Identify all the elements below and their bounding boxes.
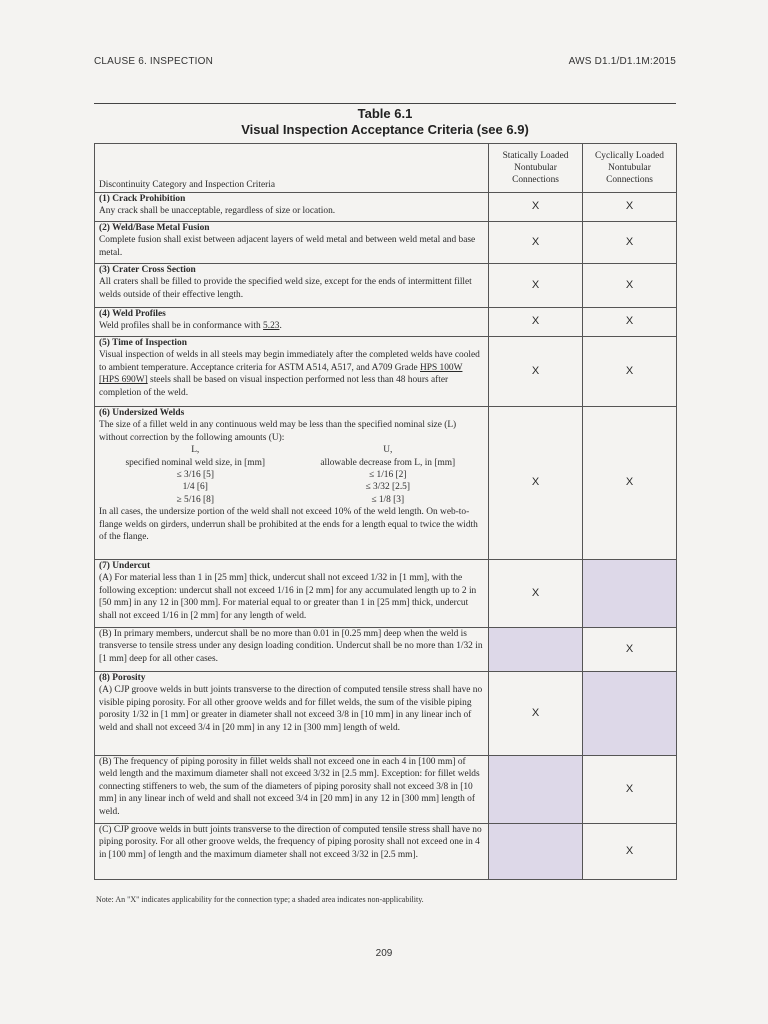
table-row-profiles: [95, 308, 677, 337]
table-row-undercut-a: [95, 560, 677, 628]
not-applicable-cell: [489, 756, 583, 824]
category-title: (1) Crack Prohibition: [99, 194, 186, 204]
table-number: Table 6.1: [357, 106, 413, 121]
applicable-mark: X: [625, 315, 634, 328]
applicable-mark: X: [625, 844, 634, 857]
weld-size-table: [99, 444, 484, 506]
criteria-text-end: .: [279, 321, 282, 332]
table-row-crack: [95, 193, 677, 222]
top-rule: [94, 103, 676, 104]
criteria-text: (C) CJP groove welds in butt joints transverse to the direction of computed tensile stress shall have no piping porosity. For all other groove welds, the frequency of piping porosity shall not exceed one in 4 in [100 mm] of length and the maximum diameter shall not exceed 3/32 in [2.5 mm].: [99, 825, 482, 860]
criteria-text: Any crack shall be unacceptable, regardless of size or location.: [99, 206, 336, 217]
table-row-crater: [95, 264, 677, 308]
category-title: (6) Undersized Welds: [99, 408, 185, 418]
applicable-mark: X: [531, 315, 540, 328]
not-applicable-cell: [489, 824, 583, 880]
criteria-text: (B) The frequency of piping porosity in fillet welds shall not exceed one in each 4 in [100 mm] of weld length and the maximum diameter shall not exceed 3/32 in [2.5 mm]. Exception: for fillet welds connecting stiffeners to web, the sum of the diameters of piping porosity shall not exceed 3/8 in [10 mm] in any linear inch of weld and shall not exceed 3/4 in [20 mm] in any 12 in [300 mm] length of weld.: [99, 757, 480, 817]
criteria-text: (B) In primary members, undercut shall be no more than 0.01 in [0.25 mm] deep when the weld is transverse to tensile stress under any design loading condition. Undercut shall be no more than 1/32 in [1 mm] deep for all other cases.: [99, 629, 483, 664]
criteria-text: Complete fusion shall exist between adjacent layers of weld metal and between weld metal and base metal.: [99, 235, 476, 258]
running-header-left: CLAUSE 6. INSPECTION: [94, 56, 214, 67]
applicable-mark: X: [625, 782, 634, 795]
criteria-text-tail: In all cases, the undersize portion of the weld shall not exceed 10% of the weld length. On web-to-flange welds on girders, underrun shall be prohibited at the ends for a length equal to twice the width of the flange.: [99, 507, 478, 543]
size-head-l: L,: [191, 445, 200, 456]
table-row-porosity-a: [95, 672, 677, 756]
size-l: 1/4 [6]: [182, 482, 208, 493]
size-u: ≤ 1/8 [3]: [371, 494, 405, 505]
table-row-porosity-b: [95, 756, 677, 824]
table-row-porosity-c: [95, 824, 677, 880]
category-title: (4) Weld Profiles: [99, 309, 166, 319]
not-applicable-cell: [583, 560, 677, 628]
applicable-mark: X: [531, 476, 540, 489]
size-l: ≥ 5/16 [8]: [176, 494, 214, 505]
not-applicable-cell: [489, 628, 583, 672]
applicable-mark: X: [531, 364, 540, 377]
size-u: ≤ 1/16 [2]: [369, 470, 407, 481]
size-l: ≤ 3/16 [5]: [176, 470, 214, 481]
table-row-fusion: [95, 222, 677, 264]
criteria-text: (A) For material less than 1 in [25 mm] thick, undercut shall not exceed 1/32 in [1 mm], with the following exception: undercut shall not exceed 1/16 in [2 mm] for any accumulated length up to 2 in [50 mm] in any 12 in [300 mm]. For material equal to or greater than 1 in [25 mm] thick, undercut shall not exceed 1/16 in [2 mm] for any length of weld.: [99, 573, 477, 621]
applicable-mark: X: [531, 278, 540, 291]
table-note: Note: An "X" indicates applicability for the connection type; a shaded area indicates non-applicability.: [96, 895, 424, 904]
page-number: 209: [375, 948, 393, 959]
table-row-time: [95, 337, 677, 407]
applicable-mark: X: [531, 586, 540, 599]
size-u: ≤ 3/32 [2.5]: [365, 482, 410, 493]
category-title: (5) Time of Inspection: [99, 338, 187, 348]
applicable-mark: X: [625, 642, 634, 655]
applicable-mark: X: [625, 200, 634, 213]
criteria-text: Visual inspection of welds in all steels may begin immediately after the completed welds have cooled to ambient temperature. Acceptance criteria for ASTM A514, A517, and A709 Grade: [99, 350, 480, 373]
criteria-text-2: steels shall be based on visual inspection performed not less than 48 hours after completion of the weld.: [99, 375, 449, 398]
applicable-mark: X: [625, 364, 634, 377]
clause-reference: 5.23: [263, 321, 280, 332]
hps-grade: HPS 100W [HPS 690W]: [99, 362, 463, 386]
running-header-right: AWS D1.1/D1.1M:2015: [568, 56, 676, 67]
applicable-mark: X: [531, 235, 540, 248]
category-title: (3) Crater Cross Section: [99, 265, 196, 275]
applicable-mark: X: [531, 200, 540, 213]
col-header-cyclic: Cyclically Loaded Nontubular Connections: [583, 144, 677, 193]
size-sub-u: allowable decrease from L, in [mm]: [320, 457, 456, 468]
category-title: (8) Porosity: [99, 673, 146, 683]
size-head-u: U,: [383, 445, 393, 456]
criteria-text: (A) CJP groove welds in butt joints transverse to the direction of computed tensile stress shall have no visible piping porosity. For all other groove welds and for fillet welds, the sum of the visible piping porosity 1/32 in [1 mm] or greater in diameter shall not exceed 3/8 in [10 mm] in any linear inch of weld and shall not exceed 3/4 in [20 mm] in any 12 in [300 mm] length of weld.: [99, 685, 483, 733]
size-sub-l: specified nominal weld size, in [mm]: [125, 457, 266, 468]
col-header-criteria: Discontinuity Category and Inspection Criteria: [95, 144, 489, 193]
criteria-text: The size of a fillet weld in any continuous weld may be less than the specified nominal size (L) without correction by the following amounts (U):: [99, 420, 457, 443]
acceptance-criteria-table: [94, 143, 677, 880]
table-row-undercut-b: [95, 628, 677, 672]
applicable-mark: X: [625, 235, 634, 248]
not-applicable-cell: [583, 672, 677, 756]
applicable-mark: X: [531, 706, 540, 719]
applicable-mark: X: [625, 476, 634, 489]
criteria-text: All craters shall be filled to provide the specified weld size, except for the ends of intermittent fillet welds outside of their effective length.: [99, 277, 472, 300]
table-header-row: [95, 144, 677, 193]
applicable-mark: X: [625, 278, 634, 291]
criteria-text: Weld profiles shall be in conformance with: [99, 321, 261, 332]
col-header-static: Statically Loaded Nontubular Connections: [489, 144, 583, 193]
category-title: (7) Undercut: [99, 561, 151, 571]
table-row-undersized: [95, 407, 677, 560]
category-title: (2) Weld/Base Metal Fusion: [99, 223, 210, 233]
table-title: Visual Inspection Acceptance Criteria (see 6.9): [241, 122, 529, 137]
